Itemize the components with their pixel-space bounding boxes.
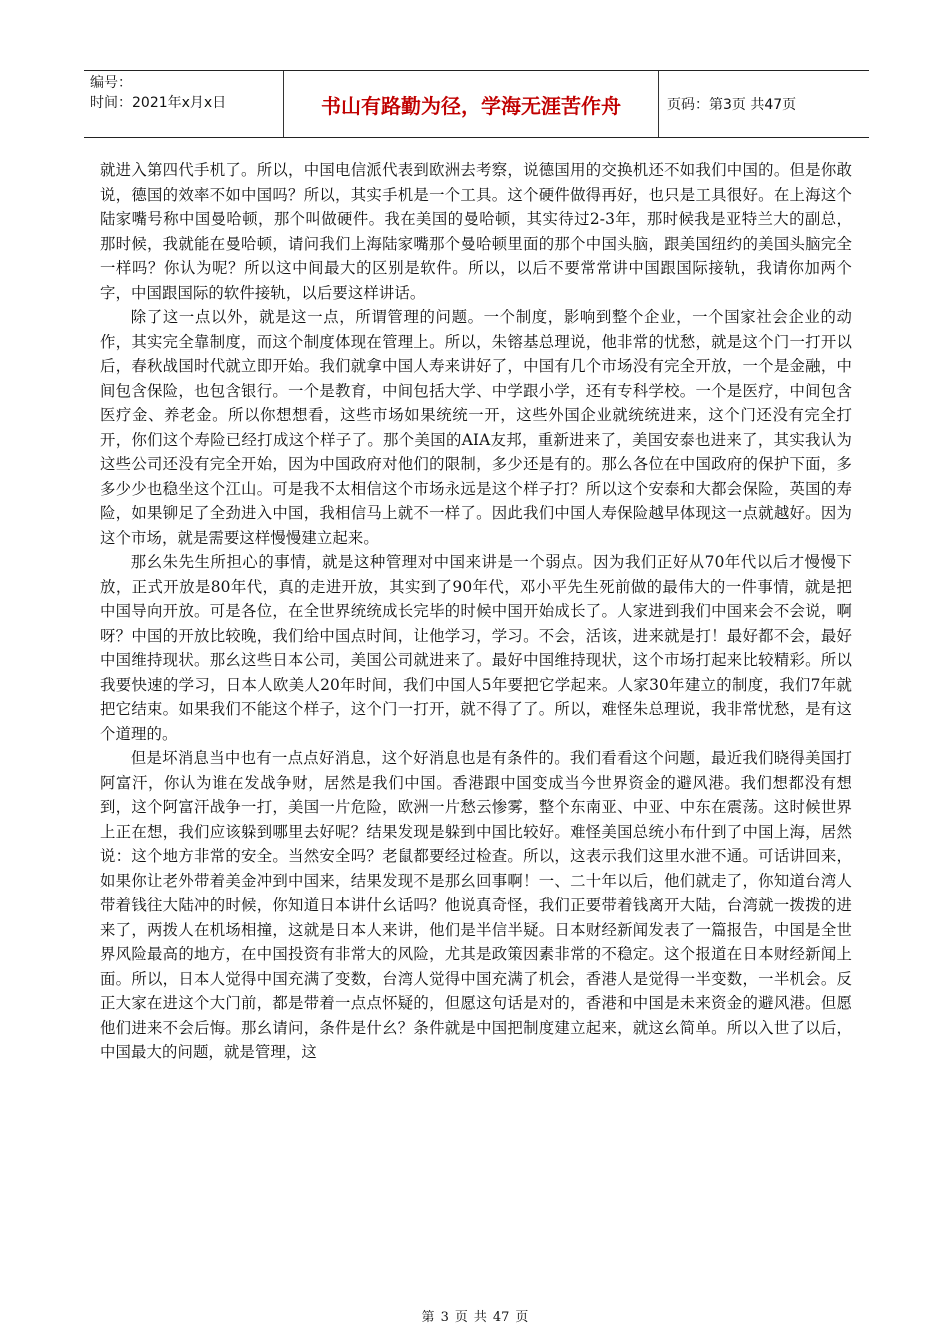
footer-total-pages: 47 [492, 1310, 510, 1325]
header-page-number: 页码：第3页 共47页 [667, 97, 797, 113]
page-header [84, 70, 869, 138]
header-meta [84, 71, 284, 137]
paragraph: 但是坏消息当中也有一点点好消息，这个好消息也是有条件的。我们看看这个问题，最近我们晓得美国打阿富汗，你认为谁在发战争财，居然是我们中国。香港跟中国变成当今世界资金的避风港。我们想都没有想到，这个阿富汗战争一打，美国一片危险，欧洲一片愁云惨雾，整个东南亚、中亚、中东在震荡。这时候世界上正在想，我们应该躲到哪里去好呢？结果发现是躲到中国比较好。难怪美国总统小布什到了中国上海，居然说：这个地方非常的安全。当然安全吗？老鼠都要经过检查。所以，这表示我们这里水泄不通。可话讲回来，如果你让老外带着美金冲到中国来，结果发现不是那幺回事啊！一、二十年以后，他们就走了，你知道台湾人带着钱往大陆冲的时候，你知道日本讲什幺话吗？他说真奇怪，我们正要带着钱离开大陆，台湾就一拨拨的进来了，两拨人在机场相撞，这就是日本人来讲，他们是半信半疑。日本财经新闻发表了一篇报告，中国是全世界风险最高的地方，在中国投资有非常大的风险，尤其是政策因素非常的不稳定。这个报道在日本财经新闻上面。所以，日本人觉得中国充满了变数，台湾人觉得中国充满了机会，香港人是觉得一半变数，一半机会。反正大家在进这个大门前，都是带着一点点怀疑的，但愿这句话是对的，香港和中国是未来资金的避风港。但愿他们进来不会后悔。那幺请问，条件是什幺？条件就是中国把制度建立起来，就这幺简单。所以入世了以后，中国最大的问题，就是管理，这 [100, 749, 852, 1061]
footer-ye-2: 页 [515, 1310, 529, 1325]
document-time-label: 时间：2021年x月x日 [90, 95, 227, 111]
paragraph: 那幺朱先生所担心的事情，就是这种管理对中国来讲是一个弱点。因为我们正好从70年代以后才慢慢下放，正式开放是80年代，真的走进开放，其实到了90年代，邓小平先生死前做的最伟大的一件事情，就是把中国导向开放。可是各位，在全世界统统成长完毕的时候中国开始成长了。人家进到我们中国来会不会说，啊呀？中国的开放比较晚，我们给中国点时间，让他学习，学习。不会，活该，进来就是打！最好都不会，最好中国维持现状。那幺这些日本公司，美国公司就进来了。最好中国维持现状，这个市场打起来比较精彩。所以我要快速的学习，日本人欧美人20年时间，我们中国人5年要把它学起来。人家30年建立的制度，我们7年就把它结束。如果我们不能这个样子，这个门一打开，就不得了了。所以，难怪朱总理说，我非常忧愁，是有这个道理的。 [100, 553, 852, 743]
footer-ye: 页 [454, 1310, 468, 1325]
header-motto: 书山有路勤为径，学海无涯苦作舟 [284, 71, 659, 137]
footer-di: 第 [421, 1310, 435, 1325]
footer-page-number: 3 [440, 1310, 449, 1325]
page-footer [0, 1306, 950, 1325]
paragraph: 除了这一点以外，就是这一点，所谓管理的问题。一个制度，影响到整个企业，一个国家社会企业的动作，其实完全靠制度，而这个制度体现在管理上。所以，朱镕基总理说，他非常的忧愁，就是这个门一打开以后，春秋战国时代就立即开始。我们就拿中国人寿来讲好了，中国有几个市场没有完全开放，一个是金融，中间包含保险，也包含银行。一个是教育，中间包括大学、中学跟小学，还有专科学校。一个是医疗，中间包含医疗金、养老金。所以你想想看，这些市场如果统统一开，这些外国企业就统统进来，这个门还没有完全打开，你们这个寿险已经打成这个样子了。那个美国的AIA友邦，重新进来了，美国安泰也进来了，其实我认为这些公司还没有完全开始，因为中国政府对他们的限制，多少还是有的。那么各位在中国政府的保护下面，多多少少也稳坐这个江山。可是我不太相信这个市场永远是这个样子打？所以这个安泰和大都会保险，英国的寿险，如果铆足了全劲进入中国，我相信马上就不一样了。因此我们中国人寿保险越早体现这一点就越好。因为这个市场，就是需要这样慢慢建立起来。 [100, 308, 852, 547]
footer-gong: 共 [473, 1310, 487, 1325]
document-number-label: 编号： [90, 75, 132, 91]
paragraph: 就进入第四代手机了。所以，中国电信派代表到欧洲去考察，说德国用的交换机还不如我们中国的。但是你敢说，德国的效率不如中国吗？所以，其实手机是一个工具。这个硬件做得再好，也只是工具很好。在上海这个陆家嘴号称中国曼哈顿，那个叫做硬件。我在美国的曼哈顿，其实待过2-3年，那时候我是亚特兰大的副总，那时候，我就能在曼哈顿，请问我们上海陆家嘴那个曼哈顿里面的那个中国头脑，跟美国纽约的美国头脑完全一样吗？你认为呢？所以这中间最大的区别是软件。所以，以后不要常常讲中国跟国际接轨，我请你加两个字，中国跟国际的软件接轨，以后要这样讲话。 [100, 161, 852, 302]
document-body [100, 158, 852, 1065]
